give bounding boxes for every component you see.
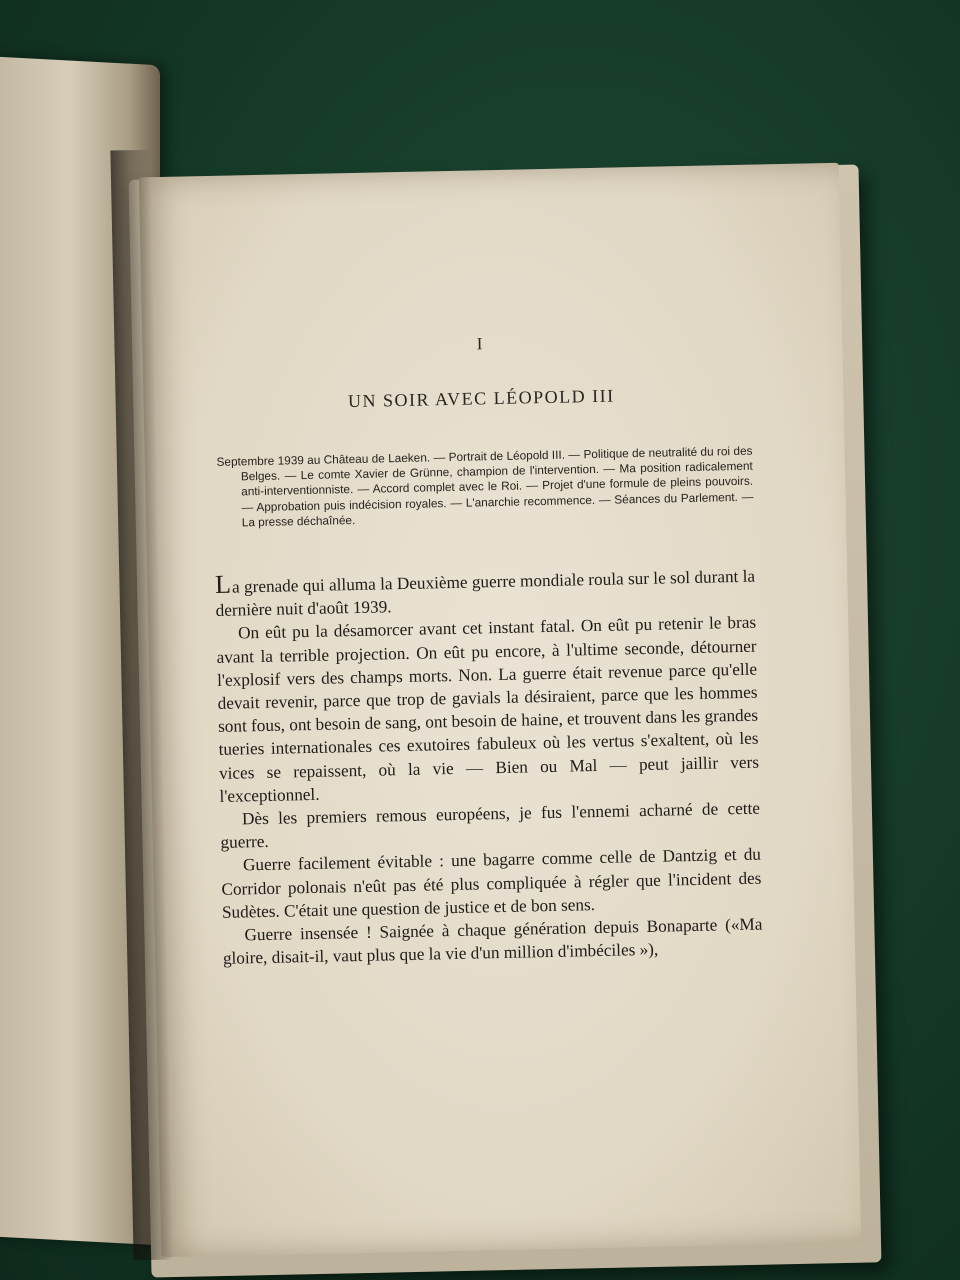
chapter-summary: Septembre 1939 au Château de Laeken. — Portrait de Léopold III. — Politique de neutralité du roi des Belges. — Le comte Xavier de Grünne, champion de l'intervention. — Ma position radicalement anti-interventionniste. — Accord complet avec le Roi. — Projet d'une formule de pleins pouvoirs. — Approbation puis indécision royales. — L'anarchie recommence. — Séances du Parlement. — La presse déchaînée.	[216, 443, 754, 530]
chapter-title: UN SOIR AVEC LÉOPOLD III	[347, 385, 615, 412]
body-text	[215, 564, 763, 971]
paragraph: Dès les premiers remous européens, je fus l'ennemi acharné de cette guerre.	[220, 798, 761, 853]
paragraph: Guerre insensée ! Saignée à chaque génération depuis Bonaparte («Ma gloire, disait-il, vaut plus que la vie d'un million d'imbéciles »),	[222, 914, 763, 969]
page-text	[210, 329, 763, 971]
drop-cap: L	[214, 569, 232, 599]
paragraph: Guerre facilement évitable : une bagarre comme celle de Dantzig et du Corridor polonais n'eût pas été plus compliquée à régler que l'incident des Sudètes. C'était une question de justice et de bon sens.	[221, 845, 762, 922]
chapter-number: I	[476, 334, 484, 354]
paragraph: On eût pu la désamorcer avant cet instant fatal. On eût pu retenir le bras avant la terrible projection. On eût pu encore, à l'ultime seconde, détourner l'explosif vers des champs morts. Non. La guerre était revenue parce qu'elle devait revenir, parce que trop de gavials la désiraient, parce que les hommes sont fous, ont besoin de sang, ont besoin de haine, et trouvent dans les grandes tueries internationales ces exutoires fabuleux où les vertus s'exaltent, où les vices se repaissent, où la vie — Bien ou Mal — peut jaillir vers l'exceptionnel.	[216, 613, 760, 806]
paragraph-1-text: a grenade qui alluma la Deuxième guerre mondiale roula sur le sol durant la dernière nuit d'août 1939.	[215, 566, 756, 621]
